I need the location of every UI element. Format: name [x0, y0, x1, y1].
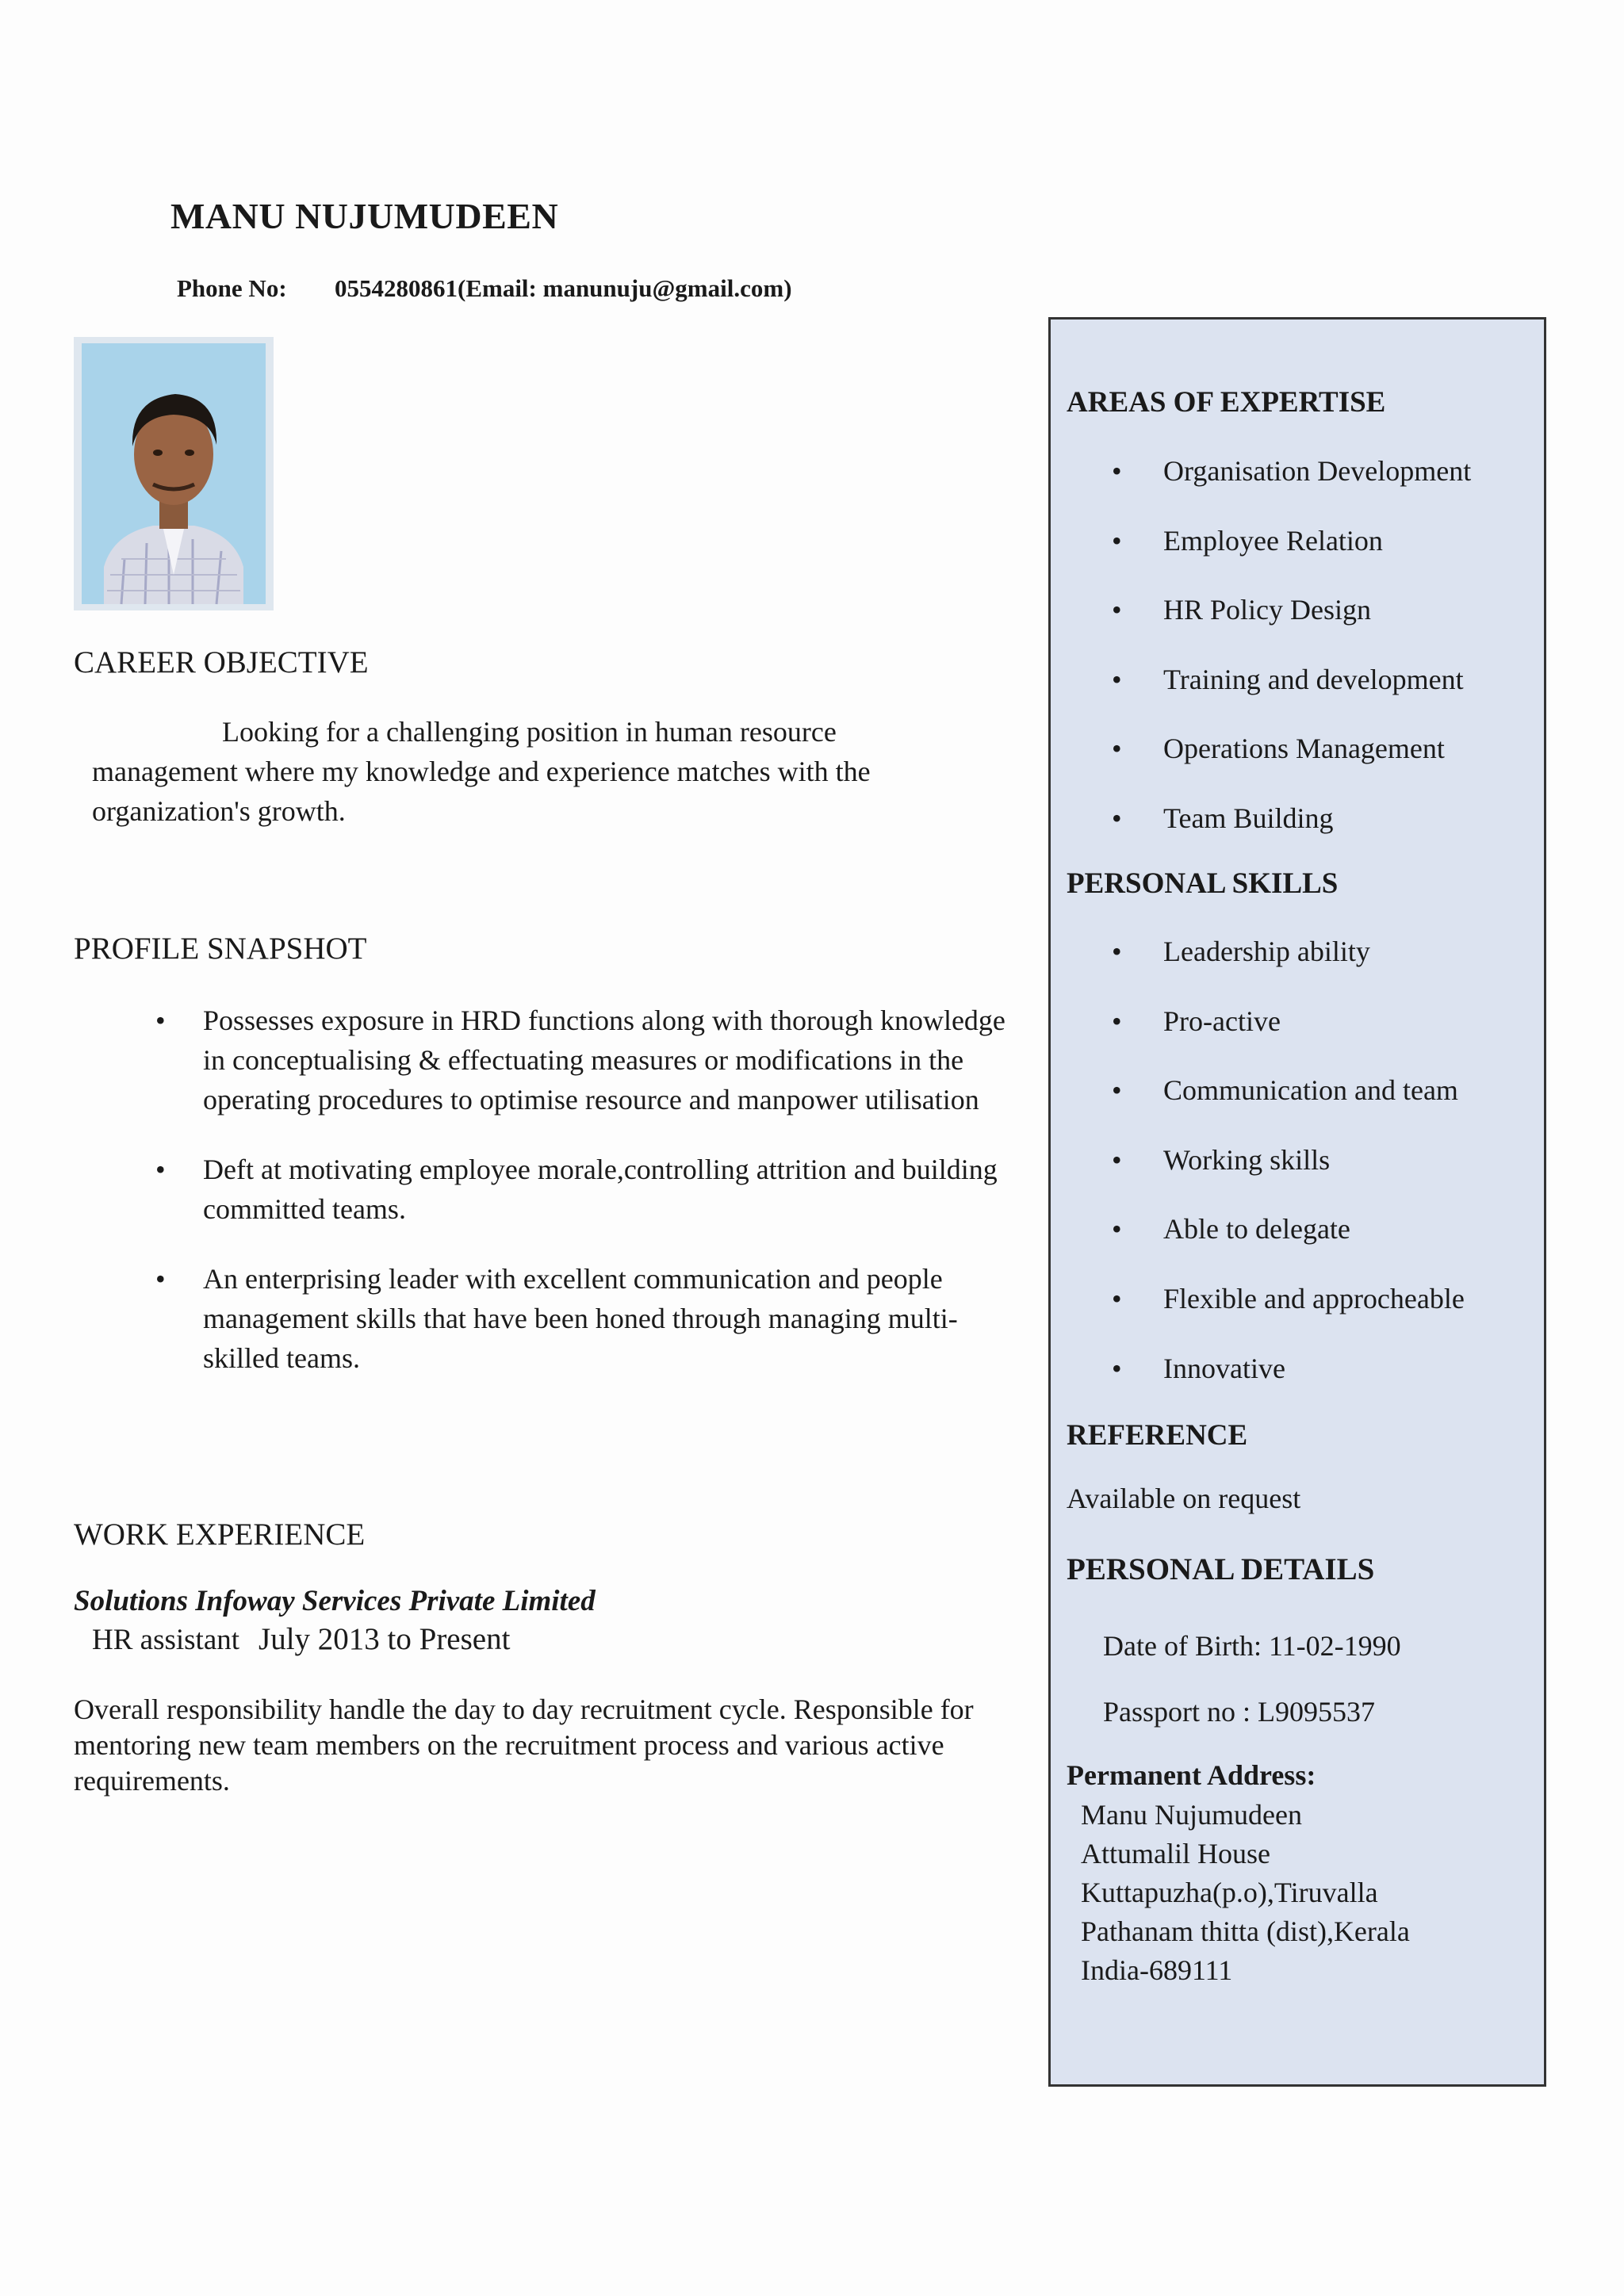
skill-item: Innovative	[1163, 1352, 1285, 1384]
phone-email-value: 0554280861(Email: manunuju@gmail.com)	[335, 274, 792, 302]
list-item	[1051, 1209, 1465, 1279]
bullet-icon: •	[155, 1004, 166, 1036]
list-item	[1051, 932, 1465, 1001]
address-line: Kuttapuzha(p.o),Tiruvalla	[1081, 1877, 1378, 1908]
list-item	[1051, 1140, 1465, 1210]
objective-line: organization's growth.	[92, 795, 346, 827]
profile-item-text: An enterprising leader with excellent communication and people management skills that have been honed through managing multi-skilled teams.	[203, 1263, 958, 1374]
expertise-list	[1051, 451, 1471, 868]
list-item	[1051, 521, 1471, 591]
list-item	[1051, 1279, 1465, 1349]
sidebar-panel	[1048, 317, 1546, 2087]
phone-label: Phone No:	[177, 274, 287, 302]
list-item	[1051, 1001, 1465, 1071]
bullet-icon: •	[1112, 936, 1122, 967]
list-item	[1051, 729, 1471, 798]
bullet-icon: •	[1112, 663, 1122, 695]
job-role: HR assistant	[92, 1624, 240, 1656]
personal-details-heading: PERSONAL DETAILS	[1067, 1552, 1375, 1586]
list-item	[74, 1150, 1025, 1229]
list-item	[74, 1001, 1025, 1119]
list-item	[1051, 590, 1471, 660]
list-item	[74, 1259, 1025, 1378]
expertise-heading: AREAS OF EXPERTISE	[1067, 386, 1386, 419]
profile-snapshot-list	[74, 1001, 1025, 1408]
skill-item: Leadership ability	[1163, 936, 1370, 967]
skills-list	[1051, 932, 1465, 1418]
skill-item: Pro-active	[1163, 1004, 1281, 1037]
list-item	[1051, 660, 1471, 729]
list-item	[1051, 451, 1471, 521]
bullet-icon: •	[1112, 524, 1122, 557]
address-line: Pathanam thitta (dist),Kerala	[1081, 1915, 1410, 1947]
bullet-icon: •	[1112, 1282, 1122, 1314]
skill-item: Working skills	[1163, 1143, 1331, 1176]
bullet-icon: •	[1112, 1213, 1122, 1246]
bullet-icon: •	[1112, 733, 1122, 765]
bullet-icon: •	[1112, 1352, 1122, 1384]
bullet-icon: •	[1112, 1004, 1122, 1037]
skill-item: Able to delegate	[1163, 1213, 1350, 1246]
list-item	[1051, 1349, 1465, 1418]
work-description: Overall responsibility handle the day to day recruitment cycle. Responsible for mentoring new team members on the recruitment process and various active requirements.	[74, 1693, 974, 1797]
list-item	[1051, 1070, 1465, 1140]
work-experience-heading: WORK EXPERIENCE	[74, 1517, 366, 1552]
address-line: Attumalil House	[1081, 1838, 1270, 1869]
expertise-item: HR Policy Design	[1163, 594, 1372, 626]
expertise-item: Employee Relation	[1163, 524, 1383, 557]
expertise-item: Organisation Development	[1163, 455, 1472, 487]
job-line	[92, 1621, 510, 1657]
skill-item: Communication and team	[1163, 1074, 1458, 1107]
address-line: Manu Nujumudeen	[1081, 1799, 1302, 1831]
objective-line: management where my knowledge and experience matches with the	[92, 756, 871, 787]
passport-number: Passport no : L9095537	[1103, 1696, 1376, 1728]
expertise-item: Operations Management	[1163, 733, 1445, 765]
candidate-name: MANU NUJUMUDEEN	[170, 196, 559, 236]
reference-heading: REFERENCE	[1067, 1419, 1248, 1452]
company-name: Solutions Infoway Services Private Limited	[74, 1585, 596, 1617]
career-objective-heading: CAREER OBJECTIVE	[74, 645, 369, 679]
expertise-item: Training and development	[1163, 663, 1464, 695]
bullet-icon: •	[155, 1154, 166, 1185]
profile-snapshot-heading: PROFILE SNAPSHOT	[74, 932, 367, 966]
bullet-icon: •	[1112, 594, 1122, 626]
profile-photo-figure	[74, 337, 274, 610]
job-period: July 2013 to Present	[259, 1622, 511, 1656]
contact-line	[177, 274, 792, 303]
objective-line: Looking for a challenging position in human resource	[222, 716, 837, 748]
profile-item-text: Possesses exposure in HRD functions along with thorough knowledge in conceptualising & effectuating measures or modifications in the operating procedures to optimise resource and manpower utilisation	[203, 1004, 1005, 1115]
profile-photo	[74, 337, 274, 610]
career-objective-text	[92, 712, 1004, 831]
bullet-icon: •	[1112, 802, 1122, 834]
date-of-birth: Date of Birth: 11-02-1990	[1103, 1630, 1401, 1662]
expertise-item: Team Building	[1163, 802, 1334, 834]
bullet-icon: •	[155, 1263, 166, 1295]
profile-item-text: Deft at motivating employee morale,controlling attrition and building committed teams.	[203, 1154, 998, 1225]
address-block	[1081, 1796, 1410, 1990]
bullet-icon: •	[1112, 455, 1122, 487]
bullet-icon: •	[1112, 1074, 1122, 1107]
list-item	[1051, 798, 1471, 868]
skill-item: Flexible and approcheable	[1163, 1282, 1465, 1314]
permanent-address-heading: Permanent Address:	[1067, 1759, 1316, 1791]
bullet-icon: •	[1112, 1143, 1122, 1176]
reference-text: Available on request	[1067, 1483, 1301, 1514]
address-line: India-689111	[1081, 1954, 1233, 1986]
personal-skills-heading: PERSONAL SKILLS	[1067, 867, 1339, 900]
